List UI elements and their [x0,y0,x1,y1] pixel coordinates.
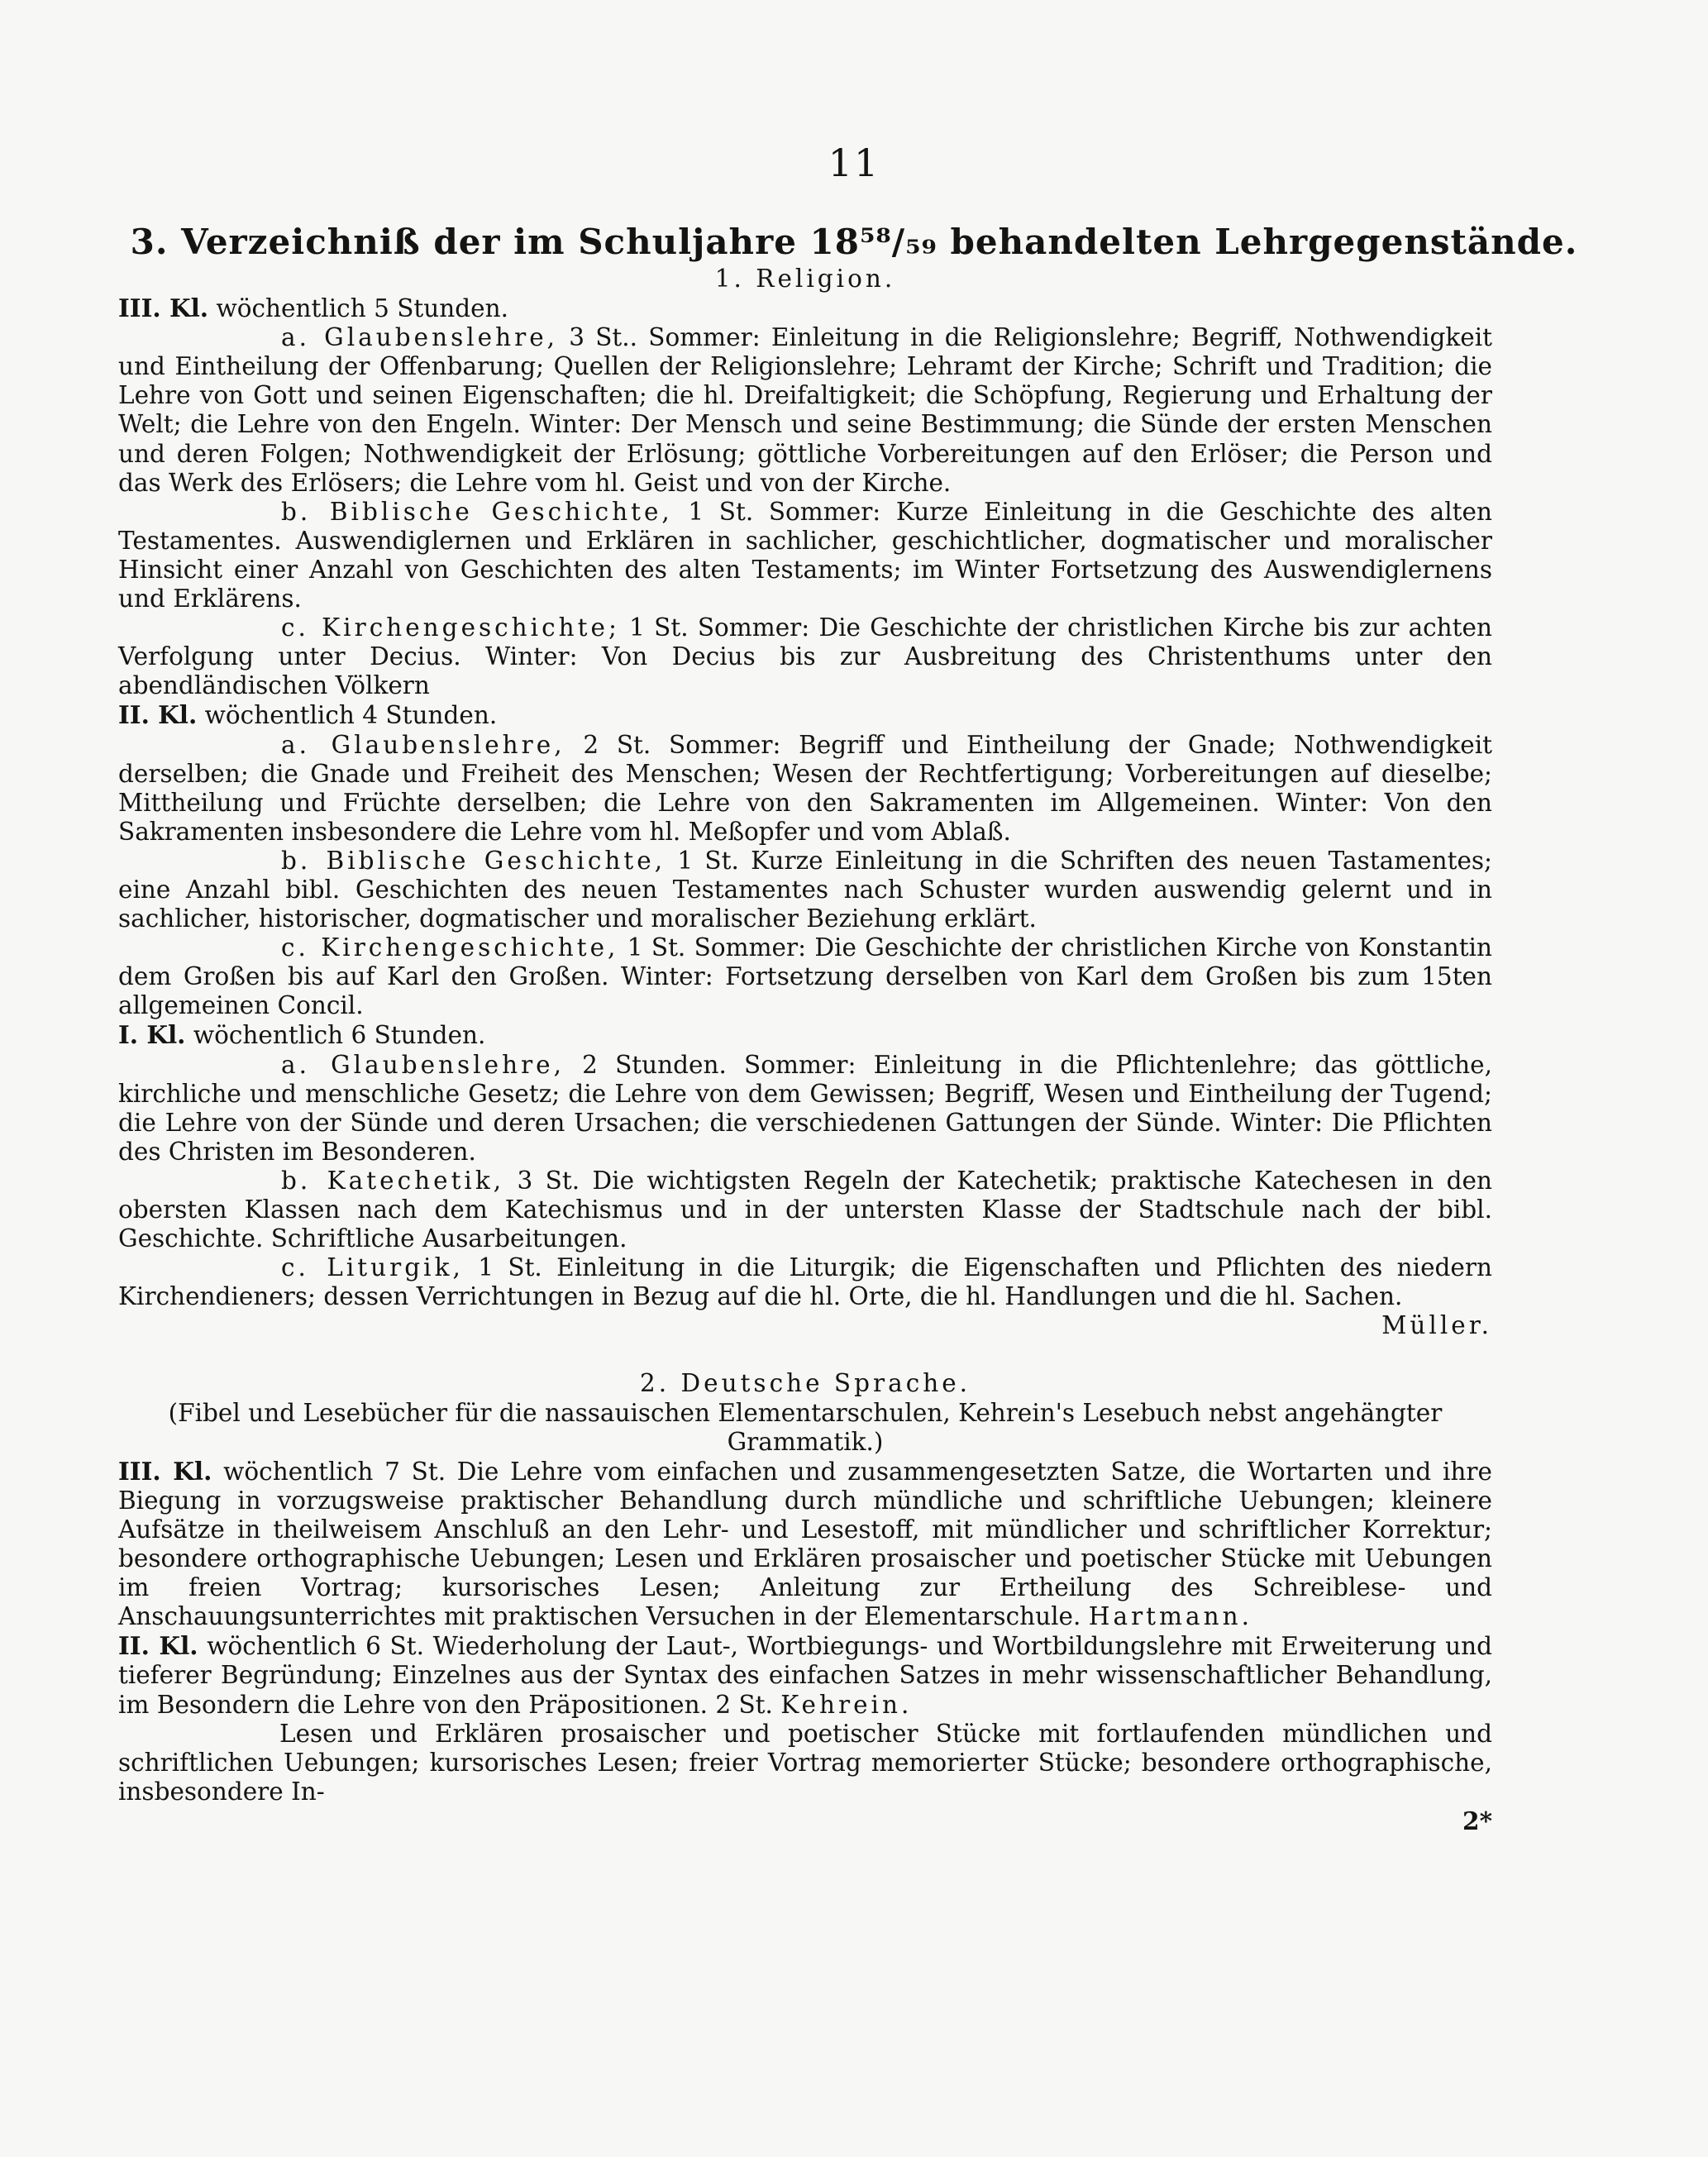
document-body [118,265,1492,1835]
subject-lead: a. Glaubenslehre, [281,1050,565,1079]
page-number: 11 [828,141,880,185]
paragraph-text: 1 St. Einleitung in die Liturgik; die Eigenschaften und Pflichten des niedern Kirchendieners; dessen Verrichtungen in Bezug auf die hl. Orte, die hl. Handlungen und die hl. Sachen. [118,1253,1492,1311]
class-paragraph-iii [118,1457,1492,1632]
page-title: 3. Verzeichniß der im Schuljahre 18⁵⁸/₅₉ behandelten Lehrgegenstände. [130,222,1578,262]
class-label: I. Kl. [118,1020,186,1050]
teacher-name: Hartmann. [1088,1602,1252,1631]
paragraph [118,1253,1492,1311]
subject-lead: b. Katechetik, [281,1166,505,1195]
paragraph [118,1051,1492,1167]
paragraph [118,731,1492,847]
section-gap [118,1340,1492,1369]
textbooks-note: (Fibel und Lesebücher für die nassauischen Elementarschulen, Kehrein's Lesebuch nebst angehängter Grammatik.) [168,1398,1443,1456]
teacher-name: Kehrein. [780,1690,913,1719]
subject-lead: b. Biblische Geschichte, [281,846,666,875]
paragraph [118,323,1492,498]
section-heading-deutsch: 2. Deutsche Sprache. [639,1369,971,1398]
subject-lead: c. Kirchengeschichte, [281,933,619,962]
teacher-name: Müller. [1381,1311,1492,1340]
subject-lead: a. Glaubenslehre, [281,730,565,759]
subject-lead: a. Glaubenslehre, [281,323,559,352]
section-heading-religion: 1. Religion. [714,265,896,293]
class-hours: wöchentlich 5 Stunden. [216,294,508,323]
class-label: III. Kl. [118,293,209,323]
paragraph [118,847,1492,933]
paragraph [118,1167,1492,1253]
signature-mark: 2* [1462,1806,1492,1835]
paragraph [118,498,1492,613]
subject-lead: c. Kirchengeschichte; [281,613,620,642]
paragraph-text: 1 St. Sommer: Die Geschichte der christlichen Kirche bis zur achten Verfolgung unter Decius. Winter: Von Decius bis zur Ausbreitung des Christenthums unter den abendländischen Völkern [118,613,1492,700]
paragraph-text: 1 St. Sommer: Kurze Einleitung in die Geschichte des alten Testamentes. Auswendiglernen und Erklären in sachlicher, geschichtlicher, dogmatischer und moralischer Hinsicht einer Anzahl von Geschichten des alten Testaments; im Winter Fortsetzung des Auswendiglernens und Erklärens. [118,497,1492,613]
subject-lead: c. Liturgik, [281,1253,464,1282]
class-hours: wöchentlich 4 Stunden. [204,701,498,730]
paragraph-text: 3 St. Die wichtigsten Regeln der Katechetik; praktische Katechesen in den obersten Klassen nach dem Katechismus und in der untersten Klasse der Stadtschule nach der bibl. Geschichte. Schriftliche Ausarbeitungen. [118,1166,1492,1253]
class-label: II. Kl. [118,700,198,730]
class-header-iii [118,293,1492,323]
paragraph: Lesen und Erklären prosaischer und poetischer Stücke mit fortlaufenden mündlichen und schriftlichen Uebungen; kursorisches Lesen; freier Vortrag memorierter Stücke; besondere orthographische, insbesondere In- [118,1719,1492,1806]
paragraph [118,613,1492,700]
class-label: II. Kl. [118,1631,198,1661]
class-paragraph-ii [118,1631,1492,1719]
paragraph-text: 2 St. Sommer: Begriff und Eintheilung der Gnade; Nothwendigkeit derselben; die Gnade und Freiheit des Menschen; Wesen der Rechtfertigung; Vorbereitungen auf dieselbe; Mittheilung und Früchte derselben; die Lehre von den Sakramenten im Allgemeinen. Winter: Von den Sakramenten insbesondere die Lehre vom hl. Meßopfer und vom Ablaß. [118,730,1492,846]
paragraph-text: 1 St. Sommer: Die Geschichte der christlichen Kirche von Konstantin dem Großen bis auf Karl den Großen. Winter: Fortsetzung derselben von Karl dem Großen bis zum 15ten allgemeinen Concil. [118,933,1492,1020]
class-header-i [118,1020,1492,1050]
paragraph-text: wöchentlich 7 St. Die Lehre vom einfachen und zusammengesetzten Satze, die Wortarten und ihre Biegung in vorzugsweise praktischer Behandlung durch mündliche und schriftliche Uebungen; kleinere Aufsätze in theilweisem Anschluß an den Lehr- und Lesestoff, mit mündlicher und schriftlicher Korrektur; besondere orthographische Uebungen; Lesen und Erklären prosaischer und poetischer Stücke mit Uebungen im freien Vortrag; kursorisches Lesen; Anleitung zur Ertheilung des Schreiblese- und Anschauungsunterrichtes mit praktischen Versuchen in der Elementarschule. [118,1457,1492,1631]
class-label: III. Kl. [118,1456,212,1486]
paragraph-text: 2 Stunden. Sommer: Einleitung in die Pflichtenlehre; das göttliche, kirchliche und menschliche Gesetz; die Lehre von dem Gewissen; Begriff, Wesen und Eintheilung der Tugend; die Lehre von der Sünde und deren Ursachen; die verschiedenen Gattungen der Sünde. Winter: Die Pflichten des Christen im Besonderen. [118,1050,1492,1166]
paragraph-text: wöchentlich 6 St. Wiederholung der Laut-, Wortbiegungs- und Wortbildungslehre mit Erweiterung und tieferer Begründung; Einzelnes aus der Syntax des einfachen Satzes in mehr wissenschaftlicher Behandlung, im Besondern die Lehre von den Präpositionen. 2 St. [118,1632,1492,1719]
class-header-ii [118,700,1492,730]
paragraph [118,933,1492,1020]
subject-lead: b. Biblische Geschichte, [281,497,673,526]
paragraph-text: 1 St. Kurze Einleitung in die Schriften des neuen Tastamentes; eine Anzahl bibl. Geschichten des neuen Testamentes nach Schuster wurden auswendig gelernt und in sachlicher, historischer, dogmatischer und moralischer Beziehung erklärt. [118,846,1492,933]
class-hours: wöchentlich 6 Stunden. [193,1021,486,1050]
paragraph-text: 3 St.. Sommer: Einleitung in die Religionslehre; Begriff, Nothwendigkeit und Eintheilung der Offenbarung; Quellen der Religionslehre; Lehramt der Kirche; Schrift und Tradition; die Lehre von Gott und seinen Eigenschaften; die hl. Dreifaltigkeit; die Schöpfung, Regierung und Erhaltung der Welt; die Lehre von den Engeln. Winter: Der Mensch und seine Bestimmung; die Sünde der ersten Menschen und deren Folgen; Nothwendigkeit der Erlösung; göttliche Vorbereitungen auf den Erlöser; die Person und das Werk des Erlösers; die Lehre vom hl. Geist und von der Kirche. [118,323,1492,497]
